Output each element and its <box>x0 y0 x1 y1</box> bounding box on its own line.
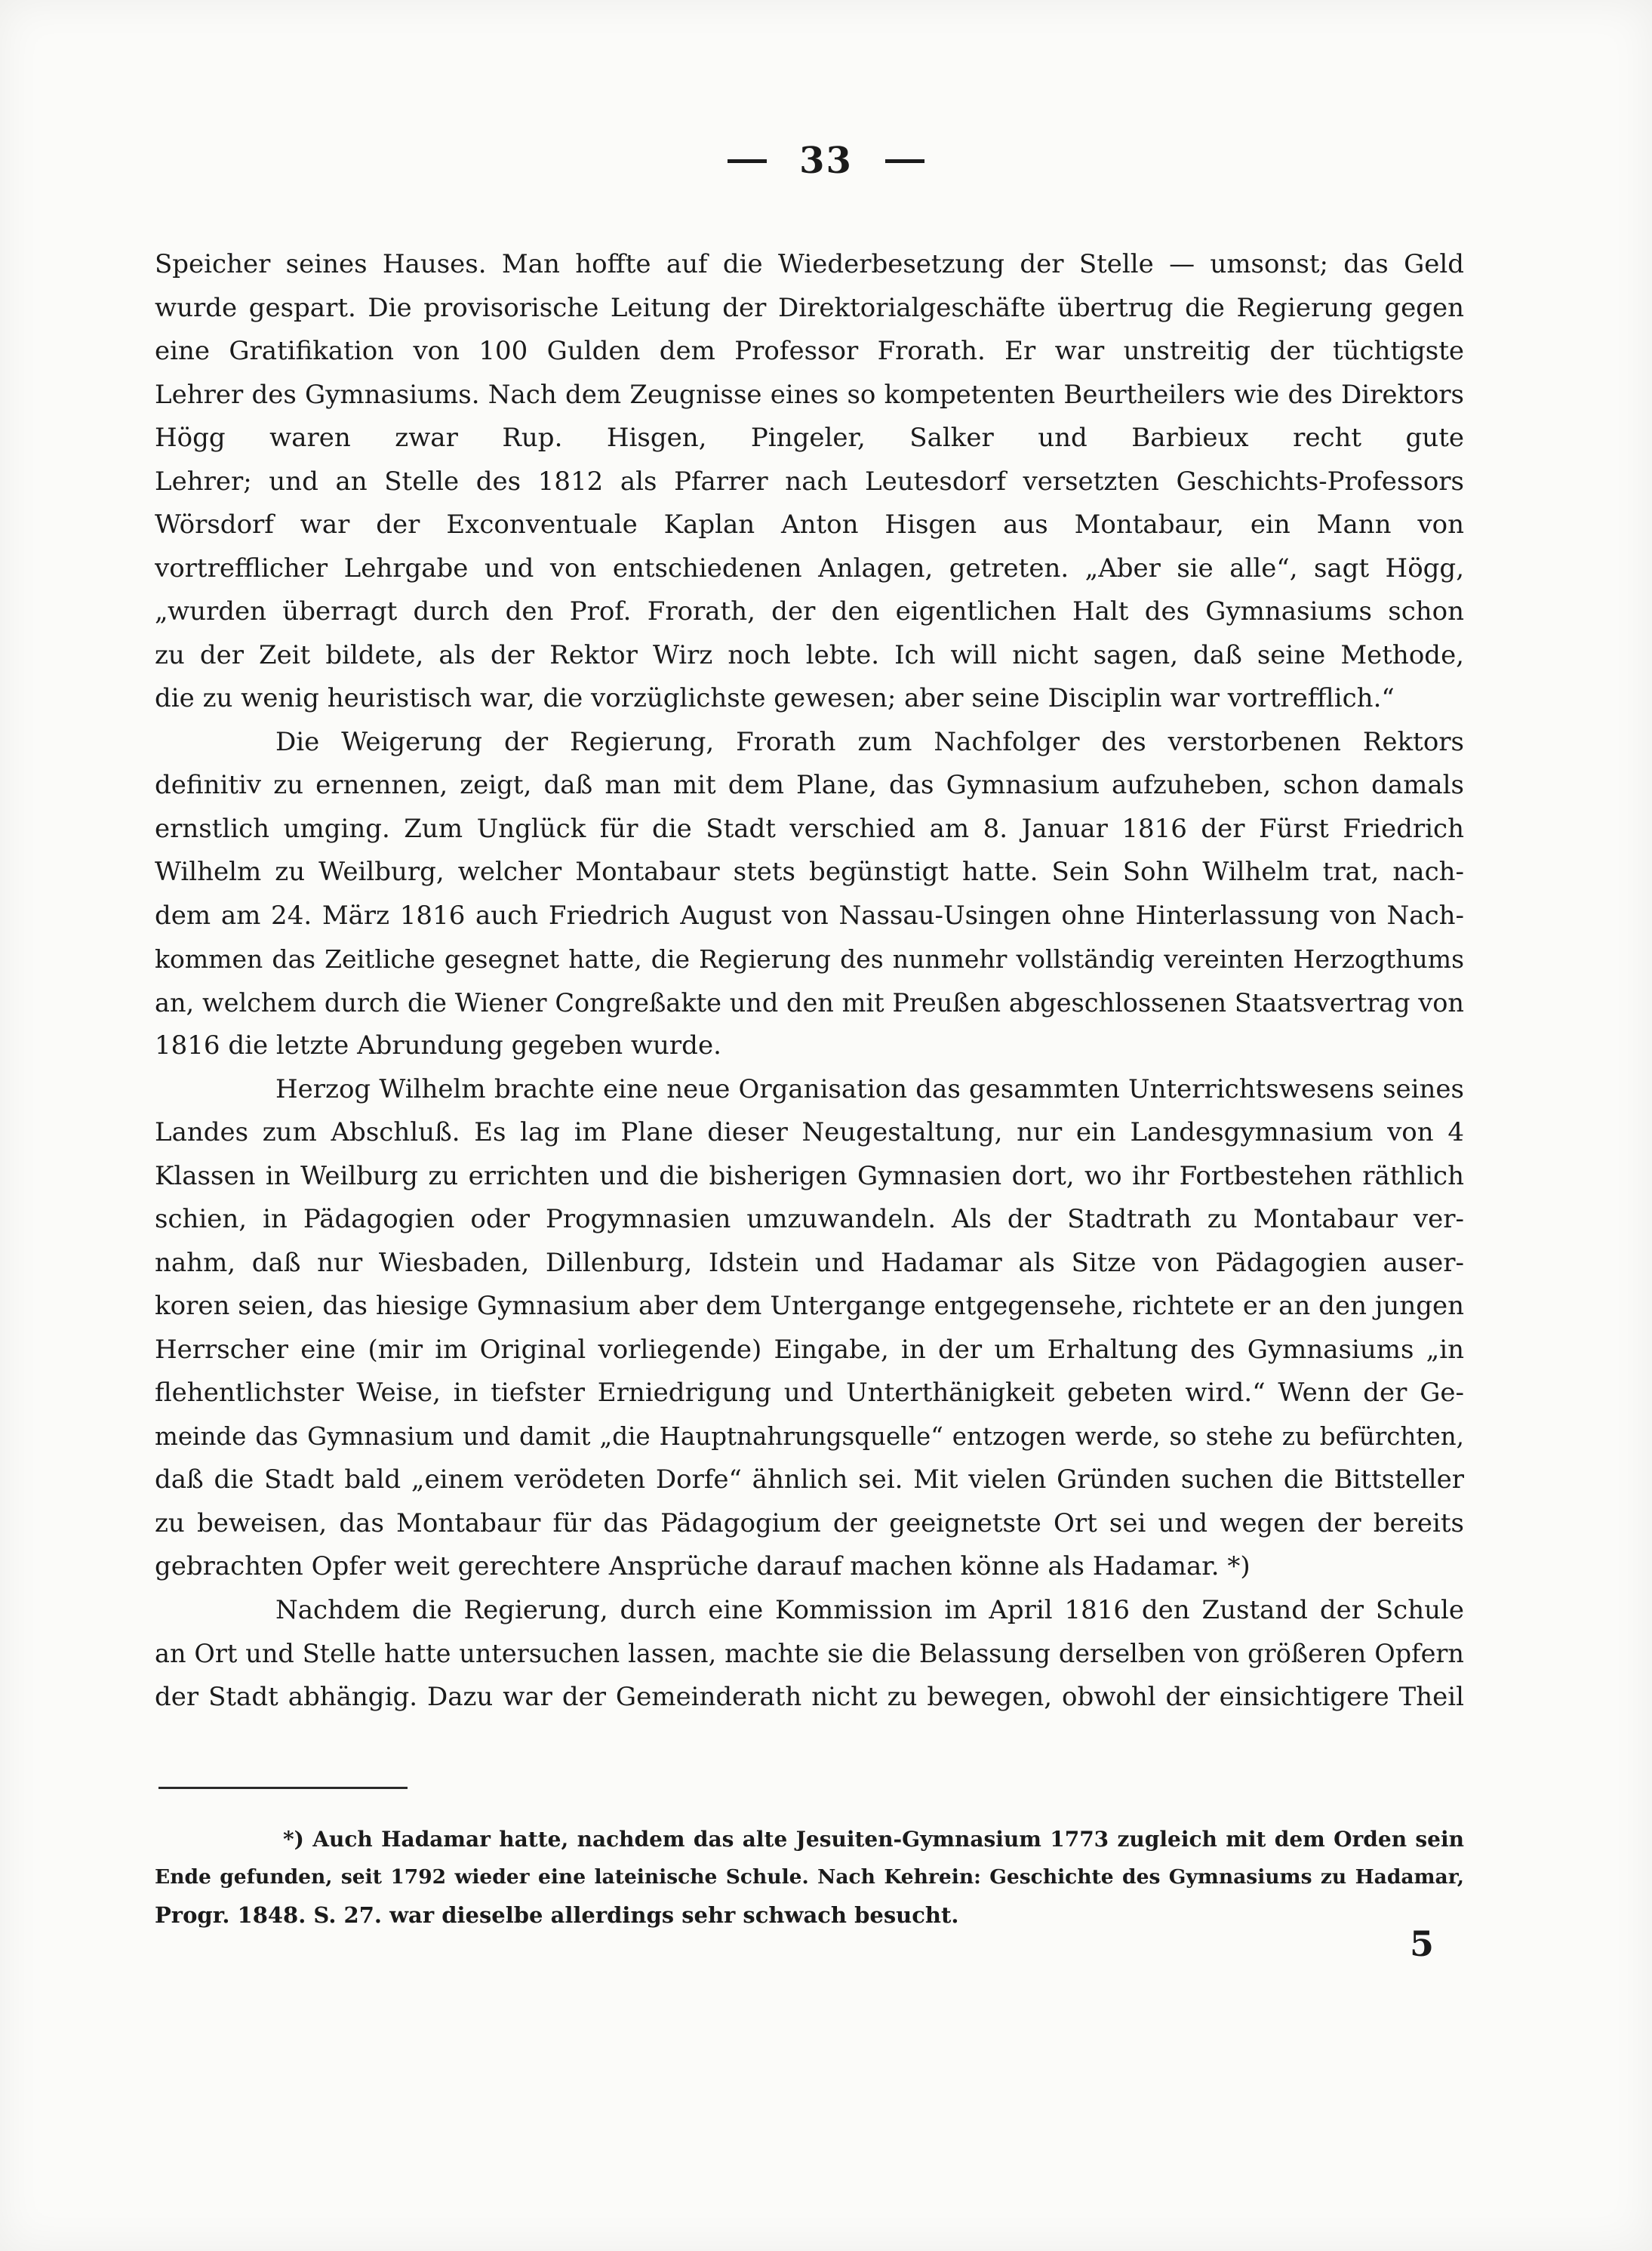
text-line: dem am 24. März 1816 auch Friedrich August von Nassau-Usingen ohne Hinterlassung von Nach- <box>155 900 1464 931</box>
footnote-line: Ende gefunden, seit 1792 wieder eine lateinische Schule. Nach Kehrein: Geschichte des Gymnasiums zu Hadamar, <box>155 1865 1464 1889</box>
text-line: flehentlichster Weise, in tiefster Erniedrigung und Unterthänigkeit gebeten wird.“ Wenn der Ge- <box>155 1378 1464 1408</box>
footnote-line: *) Auch Hadamar hatte, nachdem das alte Jesuiten-Gymnasium 1773 zugleich mit dem Orden sein <box>283 1827 1464 1852</box>
text-line: zu der Zeit bildete, als der Rektor Wirz noch lebte. Ich will nicht sagen, daß seine Methode, <box>155 639 1464 670</box>
header-dash-right <box>885 159 924 163</box>
text-line: kommen das Zeitliche gesegnet hatte, die Regierung des nunmehr vollständig vereinten Herzogthums <box>155 944 1464 974</box>
footnote-separator-rule <box>158 1787 408 1789</box>
footnote <box>155 1821 1464 1934</box>
text-line: schien, in Pädagogien oder Progymnasien umzuwandeln. Als der Stadtrath zu Montabaur ver- <box>155 1204 1464 1234</box>
text-line: Wilhelm zu Weilburg, welcher Montabaur stets begünstigt hatte. Sein Sohn Wilhelm trat, nach- <box>155 857 1464 887</box>
text-line: Landes zum Abschluß. Es lag im Plane dieser Neugestaltung, nur ein Landesgymnasium von 4 <box>155 1117 1464 1147</box>
text-line: Herrscher eine (mir im Original vorliegende) Eingabe, in der um Erhaltung des Gymnasiums „in <box>155 1334 1464 1365</box>
text-line: nahm, daß nur Wiesbaden, Dillenburg, Idstein und Hadamar als Sitze von Pädagogien auser- <box>155 1247 1464 1278</box>
text-line: Klassen in Weilburg zu errichten und die bisherigen Gymnasien dort, wo ihr Fortbestehen räthlich <box>155 1160 1464 1191</box>
footnote-line: Progr. 1848. S. 27. war dieselbe allerdings sehr schwach besucht. <box>155 1902 959 1928</box>
text-line: „wurden überragt durch den Prof. Frorath, der den eigentlichen Halt des Gymnasiums schon <box>155 596 1464 627</box>
text-line: die zu wenig heuristisch war, die vorzüglichste gewesen; aber seine Disciplin war vortrefflich.“ <box>155 683 1395 713</box>
paragraph-start-line: Nachdem die Regierung, durch eine Kommission im April 1816 den Zustand der Schule <box>275 1594 1464 1625</box>
text-line: koren seien, das hiesige Gymnasium aber dem Untergange entgegensehe, richtete er an den jungen <box>155 1291 1464 1321</box>
text-line: an, welchem durch die Wiener Congreßakte und den mit Preußen abgeschlossenen Staatsvertrag von <box>155 987 1464 1018</box>
text-line: wurde gespart. Die provisorische Leitung der Direktorialgeschäfte übertrug die Regierung gegen <box>155 292 1464 323</box>
text-line: eine Gratifikation von 100 Gulden dem Professor Frorath. Er war unstreitig der tüchtigste <box>155 336 1464 366</box>
paragraph-start-line: Herzog Wilhelm brachte eine neue Organisation das gesammten Unterrichtswesens seines <box>275 1073 1464 1104</box>
text-line: Högg waren zwar Rup. Hisgen, Pingeler, Salker und Barbieux recht gute <box>155 423 1464 453</box>
text-line: zu beweisen, das Montabaur für das Pädagogium der geeignetste Ort sei und wegen der bereits <box>155 1507 1464 1538</box>
header-dash-left <box>728 159 767 163</box>
text-line: Lehrer; und an Stelle des 1812 als Pfarrer nach Leutesdorf versetzten Geschichts-Professors <box>155 466 1464 497</box>
text-line: definitiv zu ernennen, zeigt, daß man mit dem Plane, das Gymnasium aufzuheben, schon damals <box>155 770 1464 800</box>
text-line: daß die Stadt bald „einem verödeten Dorfe“ ähnlich sei. Mit vielen Gründen suchen die Bittsteller <box>155 1464 1464 1495</box>
text-line: ernstlich umging. Zum Unglück für die Stadt verschied am 8. Januar 1816 der Fürst Friedrich <box>155 813 1464 844</box>
text-line: an Ort und Stelle hatte untersuchen lassen, machte sie die Belassung derselben von größeren Opfern <box>155 1639 1464 1668</box>
sheet-signature-mark: 5 <box>1410 1923 1435 1964</box>
paragraph-start-line: Die Weigerung der Regierung, Frorath zum Nachfolger des verstorbenen Rektors <box>275 726 1464 757</box>
text-line: Wörsdorf war der Exconventuale Kaplan Anton Hisgen aus Montabaur, ein Mann von <box>155 510 1464 540</box>
text-line: Speicher seines Hauses. Man hoffte auf die Wiederbesetzung der Stelle — umsonst; das Geld <box>155 249 1464 279</box>
text-line: der Stadt abhängig. Dazu war der Gemeinderath nicht zu bewegen, obwohl der einsichtigere Theil <box>155 1681 1464 1712</box>
text-line: 1816 die letzte Abrundung gegeben wurde. <box>155 1030 721 1061</box>
text-line: vortrefflicher Lehrgabe und von entschiedenen Anlagen, getreten. „Aber sie alle“, sagt Högg, <box>155 553 1464 584</box>
text-line: meinde das Gymnasium und damit „die Hauptnahrungsquelle“ entzogen werde, so stehe zu befürchten, <box>155 1421 1464 1451</box>
text-line: gebrachten Opfer weit gerechtere Ansprüche darauf machen könne als Hadamar. *) <box>155 1551 1251 1581</box>
text-line: Lehrer des Gymnasiums. Nach dem Zeugnisse eines so kompetenten Beurtheilers wie des Direktors <box>155 379 1464 410</box>
page-number: 33 <box>799 140 853 182</box>
page-header <box>0 140 1652 192</box>
body-text <box>155 243 1464 1719</box>
